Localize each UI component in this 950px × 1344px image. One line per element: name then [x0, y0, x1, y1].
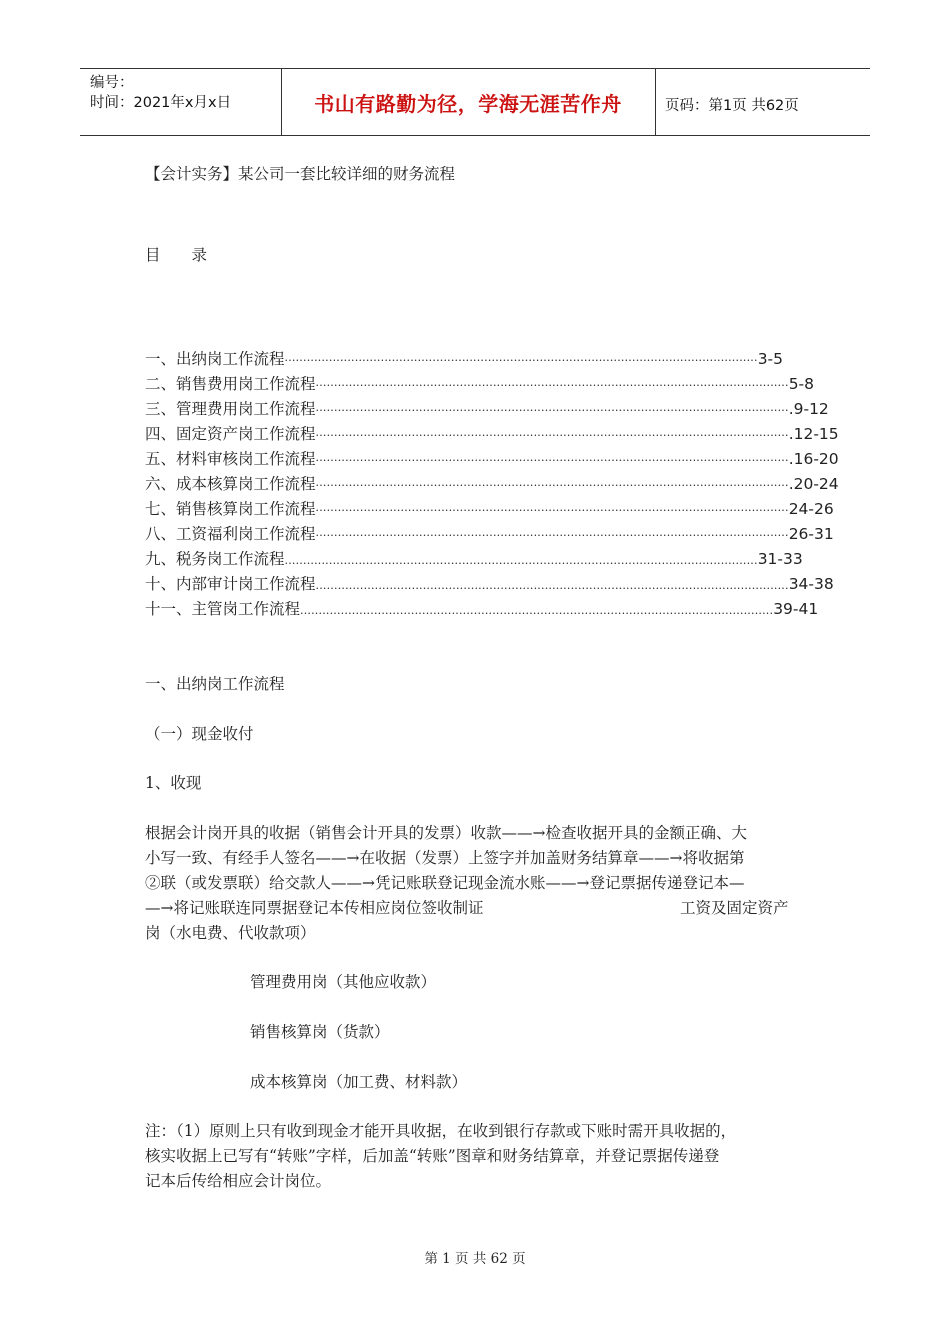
toc-entry[interactable] [145, 497, 834, 519]
toc-entry-title: 九、税务岗工作流程 [145, 550, 285, 568]
toc-entry[interactable] [145, 347, 784, 369]
toc-entry-pages: 3-5 [757, 350, 784, 368]
page-footer: 第 1 页 共 62 页 [424, 1251, 526, 1267]
header-divider-right [655, 68, 656, 136]
toc-entry-title: 六、成本核算岗工作流程 [145, 475, 316, 493]
toc-leader: ································································································································ [315, 429, 789, 442]
toc-leader: ................................................................................................................................ [300, 604, 774, 617]
flow-line-4-route: 工资及固定资产 [680, 899, 789, 917]
toc-leader: ································································································································ [284, 354, 758, 367]
toc-entry-pages: 24-26 [788, 500, 834, 518]
toc-entry-title: 十一、主管岗工作流程 [145, 600, 301, 618]
toc-entry-pages: 34-38 [788, 575, 834, 593]
toc-entry[interactable] [145, 397, 829, 419]
toc-leader: ································································································································ [315, 504, 789, 517]
header-page-label: 页码：第1页 共62页 [665, 98, 799, 114]
toc-entry-title: 三、管理费用岗工作流程 [145, 400, 316, 418]
flow-line-5: 岗（水电费、代收款项） [145, 924, 316, 942]
toc-entry[interactable] [145, 447, 839, 469]
toc-entry-title: 四、固定资产岗工作流程 [145, 425, 316, 443]
section-heading: 一、出纳岗工作流程 [145, 675, 285, 693]
note-line-1: 注：（1）原则上只有收到现金才能开具收据，在收到银行存款或下账时需开具收据的， [145, 1122, 737, 1140]
toc-entry[interactable] [145, 597, 819, 619]
toc-heading: 目 录 [145, 246, 208, 264]
toc-entry-title: 七、销售核算岗工作流程 [145, 500, 316, 518]
toc-entry-title: 一、出纳岗工作流程 [145, 350, 285, 368]
note-line-2: 核实收据上已写有“转账”字样，后加盖“转账”图章和财务结算章，并登记票据传递登 [145, 1147, 720, 1165]
toc-entry-pages: 26-31 [788, 525, 834, 543]
note-line-3: 记本后传给相应会计岗位。 [145, 1172, 332, 1190]
toc-leader: ································································································································ [315, 454, 789, 467]
toc-entry-pages: 5-8 [788, 375, 815, 393]
route-item: 管理费用岗（其他应收款） [250, 973, 437, 991]
toc-entry[interactable] [145, 522, 834, 544]
toc-leader: ................................................................................................................................ [284, 554, 758, 567]
toc-entry-pages: .20-24 [788, 475, 839, 493]
toc-entry-title: 八、工资福利岗工作流程 [145, 525, 316, 543]
header-motto: 书山有路勤为径，学海无涯苦作舟 [314, 92, 622, 116]
route-item: 销售核算岗（货款） [250, 1023, 390, 1041]
toc-entry-title: 二、销售费用岗工作流程 [145, 375, 316, 393]
toc-entry-pages: .16-20 [788, 450, 839, 468]
header-bottom-rule [80, 135, 870, 136]
toc-entry-pages: 39-41 [773, 600, 819, 618]
toc-entry-pages: .12-15 [788, 425, 839, 443]
toc-entry[interactable] [145, 547, 803, 569]
toc-entry[interactable] [145, 572, 834, 594]
flow-line-3: ②联（或发票联）给交款人——→凭记账联登记现金流水账——→登记票据传递登记本— [145, 874, 745, 892]
toc-leader: ································································································································ [315, 379, 789, 392]
toc-entry[interactable] [145, 372, 815, 394]
toc-leader: ································································································································ [315, 529, 789, 542]
flow-line-2: 小写一致、有经手人签名——→在收据（发票）上签字并加盖财务结算章——→将收据第 [145, 849, 745, 867]
document-title: 【会计实务】某公司一套比较详细的财务流程 [145, 165, 456, 183]
route-item: 成本核算岗（加工费、材料款） [250, 1073, 468, 1091]
toc-leader: ................................................................................................................................ [315, 579, 789, 592]
subsection-heading: （一）现金收付 [145, 725, 254, 743]
item-heading: 1、收现 [145, 774, 202, 792]
toc-entry-pages: .9-12 [788, 400, 829, 418]
toc-entry[interactable] [145, 422, 839, 444]
flow-line-1: 根据会计岗开具的收据（销售会计开具的发票）收款——→检查收据开具的金额正确、大 [145, 824, 747, 842]
header-top-rule [80, 68, 870, 69]
toc-leader: ································································································································ [315, 479, 789, 492]
toc-entry-title: 十、内部审计岗工作流程 [145, 575, 316, 593]
flow-line-4: —→将记账联连同票据登记本传相应岗位签收制证 [145, 899, 484, 917]
toc-entry-title: 五、材料审核岗工作流程 [145, 450, 316, 468]
toc-leader: ································································································································ [315, 404, 789, 417]
header-time-label: 时间：2021年x月x日 [90, 95, 232, 111]
toc-entry[interactable] [145, 472, 839, 494]
header-number-label: 编号： [90, 75, 134, 91]
toc-entry-pages: 31-33 [757, 550, 803, 568]
